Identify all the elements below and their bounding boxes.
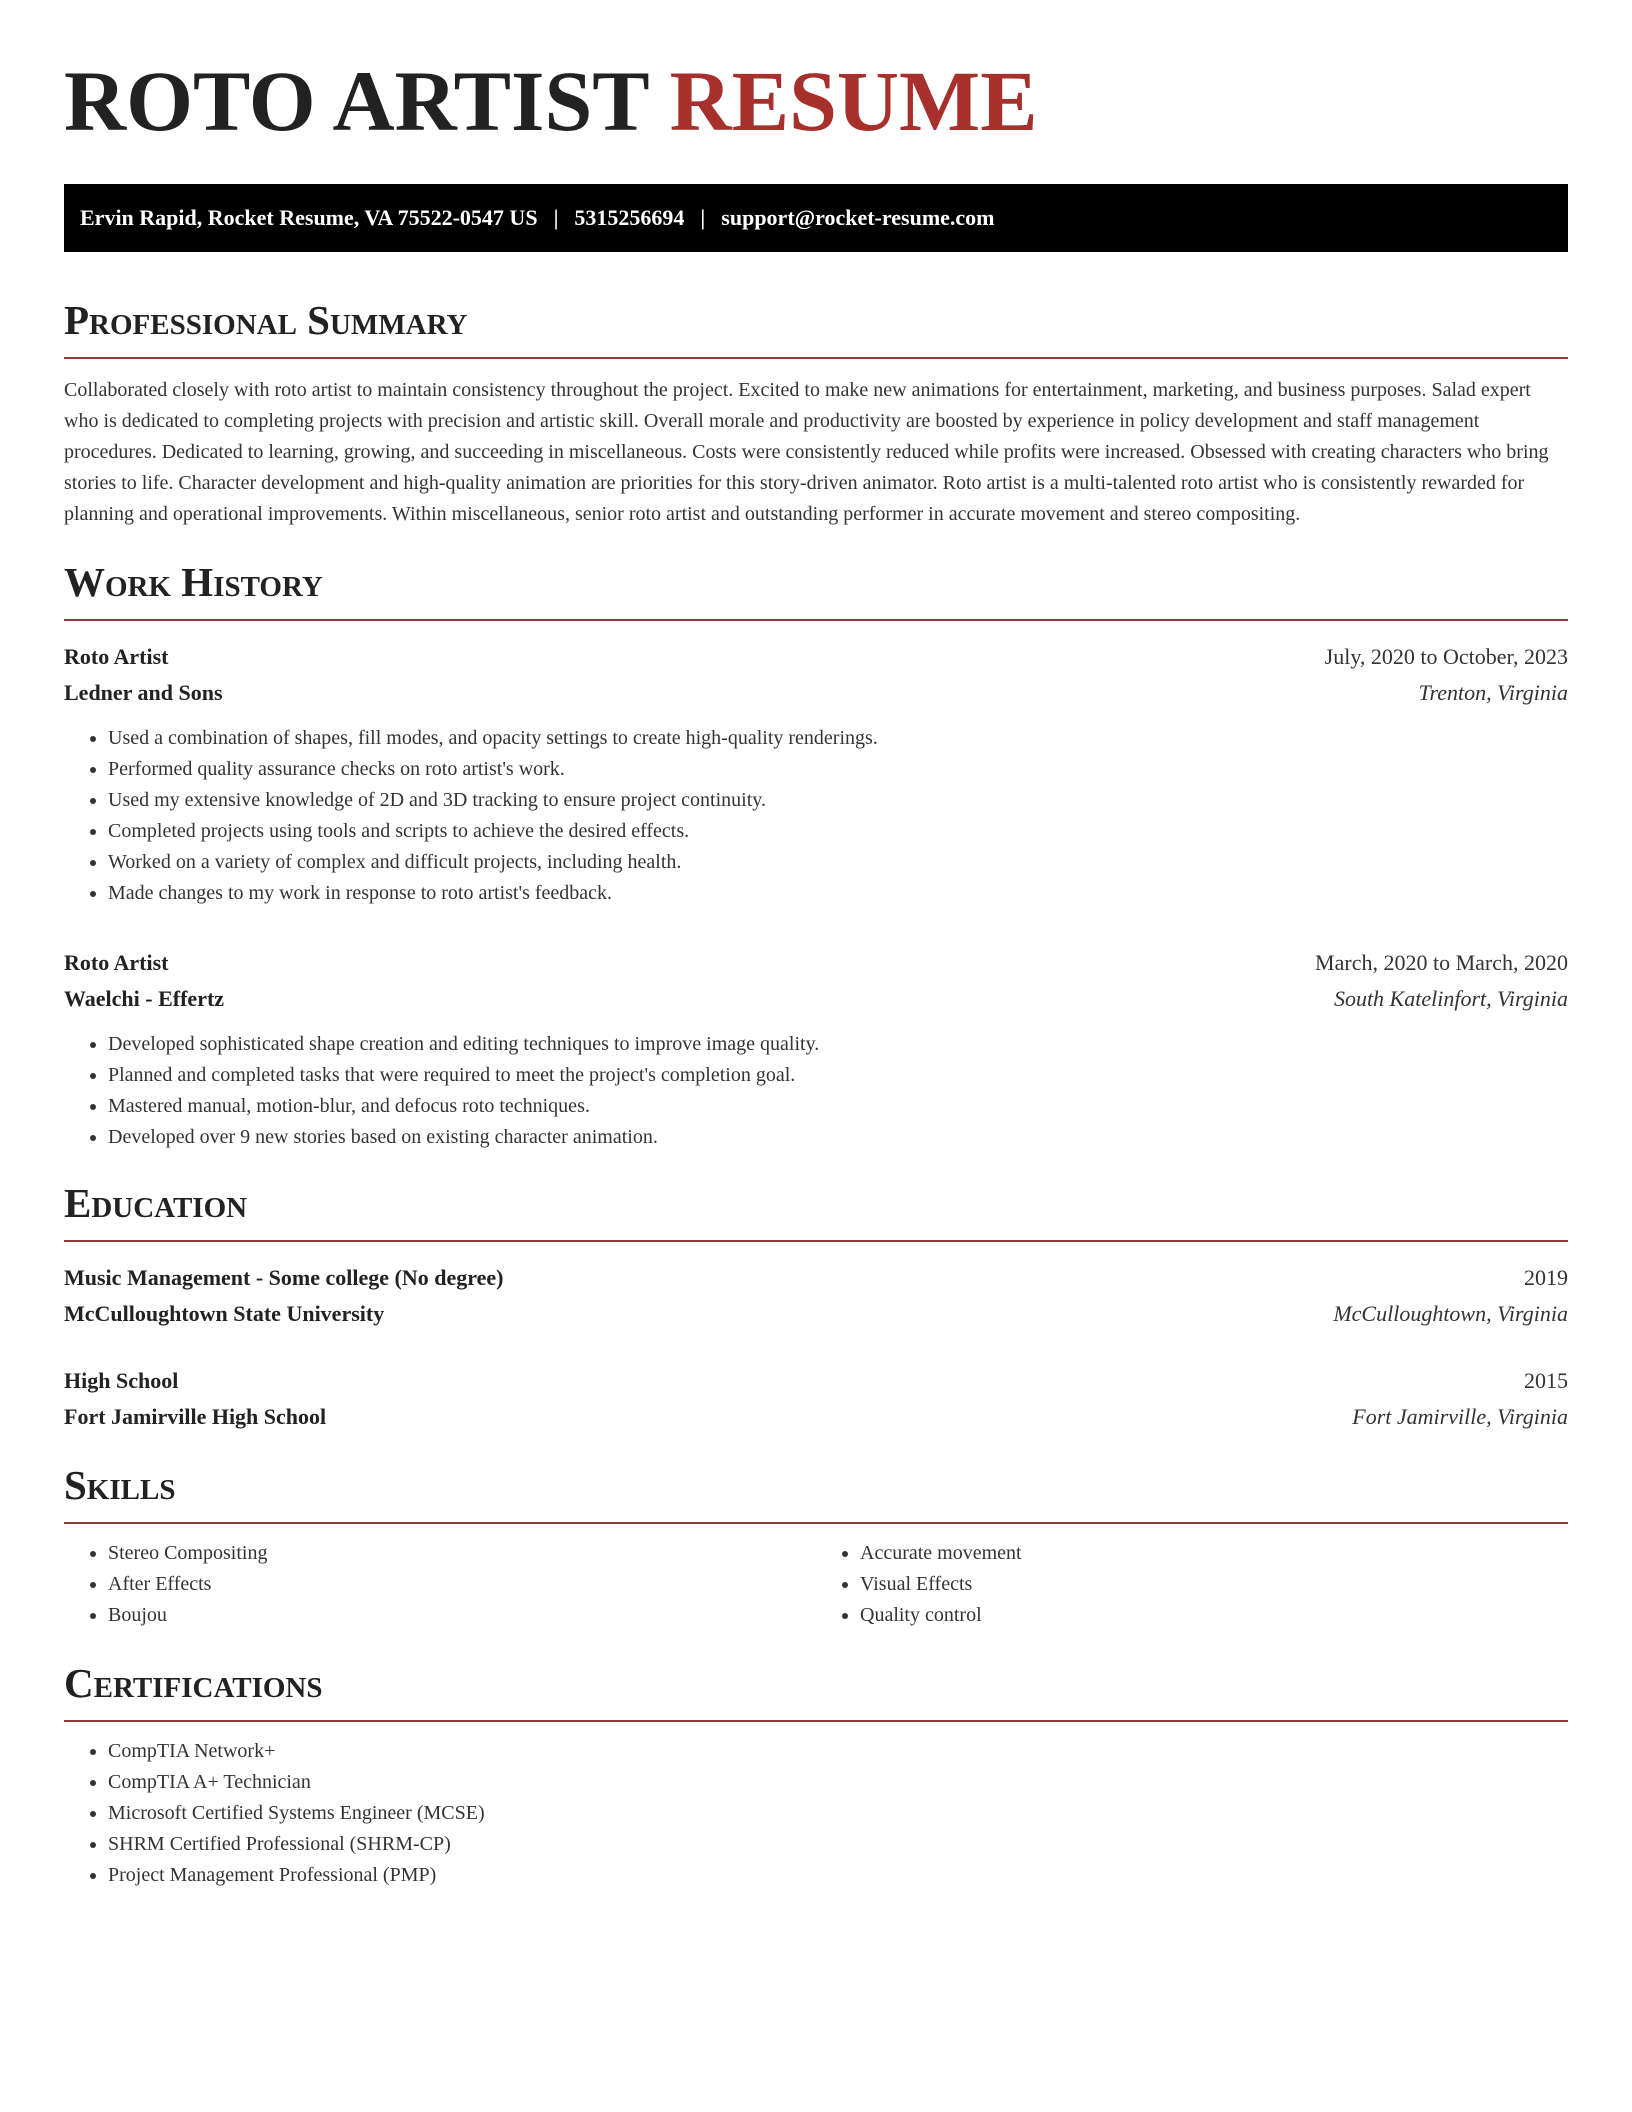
section-divider xyxy=(64,1522,1568,1524)
education-section xyxy=(64,1181,1568,1435)
skills-section xyxy=(64,1463,1568,1631)
job-bullet: • Performed quality assurance checks on roto artist's work. xyxy=(108,754,1568,785)
certification-item: • CompTIA Network+ xyxy=(108,1736,1568,1767)
certification-item: • CompTIA A+ Technician xyxy=(108,1767,1568,1798)
skill-item: • After Effects xyxy=(108,1569,816,1600)
education-degree-row xyxy=(64,1363,1568,1399)
job-company-row xyxy=(64,981,1568,1017)
job-header-row xyxy=(64,639,1568,675)
summary-section xyxy=(64,298,1568,530)
job-bullet: • Used my extensive knowledge of 2D and 3D tracking to ensure project continuity. xyxy=(108,785,1568,816)
job-entry xyxy=(64,639,1568,909)
section-divider xyxy=(64,357,1568,359)
education-year: 2019 xyxy=(1524,1265,1568,1291)
summary-text: Collaborated closely with roto artist to maintain consistency throughout the project. Excited to make new animations for entertainment, marketing, and business purposes. Salad expert who is dedicated to completing projects with precision and artistic skill. Overall morale and productivity are boosted by experience in policy development and staff management procedures. Dedicated to learning, growing, and succeeding in miscellaneous. Costs were consistently reduced while profits were increased. Obsessed with creating characters who bring stories to life. Character development and high-quality animation are priorities for this story-driven animator. Roto artist is a multi-talented roto artist who is consistently rewarded for planning and operational improvements. Within miscellaneous, senior roto artist and outstanding performer in accurate movement and stereo compositing. xyxy=(64,379,1549,526)
job-title: Roto Artist xyxy=(64,950,169,976)
job-location: Trenton, Virginia xyxy=(1418,680,1568,706)
job-bullet: • Used a combination of shapes, fill modes, and opacity settings to create high-quality renderings. xyxy=(108,723,1568,754)
contact-phone: 5315256694 xyxy=(574,205,685,230)
education-degree: Music Management - Some college (No degree) xyxy=(64,1265,504,1291)
job-bullet: • Mastered manual, motion-blur, and defocus roto techniques. xyxy=(108,1091,1568,1122)
skills-list-right xyxy=(816,1538,1568,1631)
education-degree: High School xyxy=(64,1368,179,1394)
job-location: South Katelinfort, Virginia xyxy=(1333,986,1568,1012)
certification-item: • Microsoft Certified Systems Engineer (MCSE) xyxy=(108,1798,1568,1829)
education-school-row xyxy=(64,1296,1568,1332)
education-entry xyxy=(64,1363,1568,1435)
contact-bar xyxy=(64,184,1568,252)
resume-title xyxy=(64,53,1568,149)
work-heading: Work History xyxy=(64,559,323,606)
education-location: Fort Jamirville, Virginia xyxy=(1352,1404,1568,1430)
education-degree-row xyxy=(64,1260,1568,1296)
job-title: Roto Artist xyxy=(64,644,169,670)
section-divider xyxy=(64,1720,1568,1722)
job-company: Ledner and Sons xyxy=(64,680,223,706)
title-accent: RESUME xyxy=(669,53,1038,149)
certifications-list xyxy=(64,1736,1568,1891)
skill-item: • Accurate movement xyxy=(860,1538,1568,1569)
title-main: ROTO ARTIST xyxy=(64,53,649,149)
job-bullet: • Developed sophisticated shape creation and editing techniques to improve image quality. xyxy=(108,1029,1568,1060)
contact-email: support@rocket-resume.com xyxy=(721,205,995,230)
job-company: Waelchi - Effertz xyxy=(64,986,225,1012)
contact-separator: | xyxy=(700,205,706,230)
education-year: 2015 xyxy=(1524,1368,1568,1394)
certifications-heading: Certifications xyxy=(64,1660,323,1707)
work-section xyxy=(64,560,1568,1153)
skill-item: • Stereo Compositing xyxy=(108,1538,816,1569)
contact-address: Ervin Rapid, Rocket Resume, VA 75522-0547 US xyxy=(80,205,538,230)
job-bullet: • Worked on a variety of complex and difficult projects, including health. xyxy=(108,847,1568,878)
job-bullets xyxy=(64,1029,1568,1153)
skill-item: • Visual Effects xyxy=(860,1569,1568,1600)
skill-item: • Quality control xyxy=(860,1600,1568,1631)
job-dates: July, 2020 to October, 2023 xyxy=(1324,644,1568,670)
skills-grid xyxy=(64,1538,1568,1631)
job-bullets xyxy=(64,723,1568,909)
job-bullet: • Completed projects using tools and scripts to achieve the desired effects. xyxy=(108,816,1568,847)
certification-item: • Project Management Professional (PMP) xyxy=(108,1860,1568,1891)
education-location: McCulloughtown, Virginia xyxy=(1333,1301,1568,1327)
job-bullet: • Developed over 9 new stories based on existing character animation. xyxy=(108,1122,1568,1153)
job-header-row xyxy=(64,945,1568,981)
job-bullet: • Made changes to my work in response to roto artist's feedback. xyxy=(108,878,1568,909)
job-dates: March, 2020 to March, 2020 xyxy=(1315,950,1568,976)
skills-heading: Skills xyxy=(64,1462,176,1509)
skill-item: • Boujou xyxy=(108,1600,816,1631)
job-entry xyxy=(64,945,1568,1153)
certifications-section xyxy=(64,1661,1568,1891)
education-heading: Education xyxy=(64,1180,248,1227)
education-entry xyxy=(64,1260,1568,1332)
job-bullet: • Planned and completed tasks that were required to meet the project's completion goal. xyxy=(108,1060,1568,1091)
skills-list-left xyxy=(64,1538,816,1631)
certification-item: • SHRM Certified Professional (SHRM-CP) xyxy=(108,1829,1568,1860)
summary-heading: Professional Summary xyxy=(64,297,468,343)
education-school-row xyxy=(64,1399,1568,1435)
education-school: Fort Jamirville High School xyxy=(64,1404,327,1430)
section-divider xyxy=(64,1240,1568,1242)
section-divider xyxy=(64,619,1568,621)
job-company-row xyxy=(64,675,1568,711)
education-school: McCulloughtown State University xyxy=(64,1301,385,1327)
contact-separator: | xyxy=(553,205,559,230)
